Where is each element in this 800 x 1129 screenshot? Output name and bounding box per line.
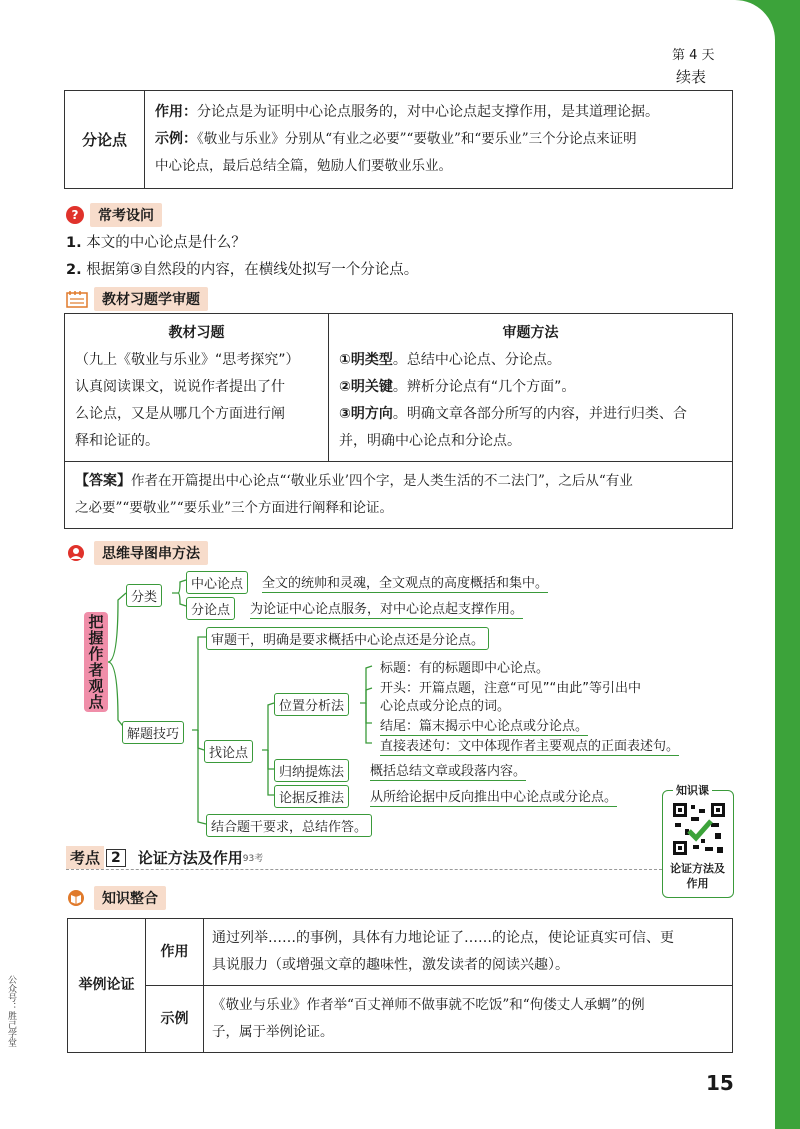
- node-position-analysis: 位置分析法: [274, 693, 349, 716]
- section-questions-header: [66, 203, 162, 227]
- method-3-cont: 并，明确中心论点和分论点。: [339, 433, 521, 449]
- q1-text: 本文的中心论点是什么？: [86, 235, 246, 251]
- answer-label: 【答案】: [75, 473, 131, 489]
- node-find-argument: 找论点: [204, 740, 253, 763]
- section-textbook-title: 教材习题学审题: [94, 287, 208, 311]
- position-title: 标题：有的标题即中心论点。: [380, 661, 550, 676]
- method-2-key: ②明关键: [339, 379, 393, 395]
- method-name: 举例论证: [68, 919, 146, 1053]
- method-1-key: ①明类型: [339, 352, 393, 368]
- section-mindmap-title: 思维导图串方法: [94, 541, 208, 565]
- role-content: [204, 919, 733, 986]
- q2-num: 2.: [66, 262, 82, 278]
- node-combine: 结合题干要求，总结作答。: [206, 814, 372, 837]
- textbook-exercise-cell: [65, 314, 329, 462]
- exam-point-label: 考点: [66, 846, 104, 869]
- qr-card[interactable]: [662, 784, 734, 898]
- sub-argument-desc: 为论证中心论点服务，对中心论点起支撑作用。: [250, 598, 523, 619]
- example-label: 示例：: [155, 131, 197, 147]
- example-text-2: 中心论点，最后总结全篇，勉励人们要敬业乐业。: [155, 158, 452, 174]
- example-line2: 子，属于举例论证。: [212, 1024, 334, 1040]
- position-direct: 直接表述句：文中体现作者主要观点的正面表述句。: [380, 735, 679, 756]
- mindmap-root: 把握作者观点: [84, 612, 108, 712]
- page-number: 15: [706, 1071, 734, 1095]
- exam-point-divider: [66, 869, 662, 870]
- question-1: [66, 231, 246, 252]
- exam-point-title: 论证方法及作用: [137, 849, 243, 867]
- position-opening: 开头：开篇点题，注意“可见”“由此”等引出中: [380, 681, 641, 696]
- question-icon: ?: [66, 206, 84, 224]
- method-1-text: 。总结中心论点、分论点。: [392, 352, 561, 368]
- notebook-icon: [66, 290, 88, 308]
- exam-point-sup: 93考: [242, 854, 264, 864]
- central-argument-desc: 全文的统帅和灵魂，全文观点的高度概括和集中。: [262, 572, 548, 593]
- q1-num: 1.: [66, 235, 82, 251]
- qr-top-label: 知识课: [673, 782, 712, 798]
- role-label: 作用：: [155, 104, 197, 120]
- side-watermark: 公众号：胜己学堂: [6, 975, 16, 1047]
- sub-argument-label: 分论点: [65, 91, 145, 189]
- method-1: [339, 347, 722, 374]
- role-line1: 通过列举……的事例，具体有力地论证了……的论点，使论证真实可信、更: [212, 930, 674, 946]
- node-sub-argument: 分论点: [186, 597, 235, 620]
- example-header: 示例: [146, 986, 204, 1053]
- position-ending: 结尾：篇末揭示中心论点或分论点。: [380, 715, 588, 736]
- answer-cell: [65, 462, 733, 529]
- example-text-1: 《敬业与乐业》分别从“有业之必要”“要敬业”和“要乐业”三个分论点来证明: [197, 131, 637, 147]
- role-header: 作用: [146, 919, 204, 986]
- knowledge-table: [67, 918, 733, 1053]
- role-text: 分论点是为证明中心论点服务的，对中心论点起支撑作用，是其道理论据。: [197, 104, 659, 120]
- sub-argument-table: [64, 90, 733, 189]
- node-solving-skills: 解题技巧: [122, 721, 184, 744]
- q2-text: 根据第③自然段的内容，在横线处拟写一个分论点。: [86, 262, 419, 278]
- example-line1: 《敬业与乐业》作者举“百丈禅师不做事就不吃饭”和“佝偻丈人承蜩”的例: [212, 997, 645, 1013]
- method-3: [339, 401, 722, 428]
- day-label: 第 4 天: [672, 48, 715, 63]
- node-reverse: 论据反推法: [274, 785, 349, 808]
- col1-line2: 认真阅读课文，说说作者提出了什: [75, 379, 285, 395]
- node-step-read-question: 审题干，明确是要求概括中心论点还是分论点。: [206, 627, 489, 650]
- node-classify: 分类: [126, 584, 162, 607]
- method-2: [339, 374, 722, 401]
- col2-header: 审题方法: [502, 325, 559, 341]
- reverse-desc: 从所给论据中反向推出中心论点或分论点。: [370, 786, 617, 807]
- node-induction: 归纳提炼法: [274, 759, 349, 782]
- continued-label: 续表: [676, 68, 707, 86]
- example-content: [204, 986, 733, 1053]
- col1-line3: 么论点，又是从哪几个方面进行阐: [75, 406, 285, 422]
- section-textbook-header: [66, 287, 208, 311]
- induction-desc: 概括总结文章或段落内容。: [370, 760, 526, 781]
- col1-header: 教材习题: [168, 325, 225, 341]
- section-questions-title: 常考设问: [90, 203, 162, 227]
- node-central-argument: 中心论点: [186, 571, 248, 594]
- col1-line1: （九上《敬业与乐业》“思考探究”）: [75, 352, 300, 368]
- section-knowledge-header: [66, 886, 166, 910]
- position-opening-cont: 心论点或分论点的词。: [380, 699, 511, 714]
- review-method-cell: [329, 314, 733, 462]
- qr-bottom-line2: 作用: [686, 877, 709, 890]
- sub-argument-body: [145, 91, 733, 189]
- textbook-table: [64, 313, 733, 529]
- book-icon: [66, 889, 88, 907]
- section-knowledge-title: 知识整合: [94, 886, 166, 910]
- role-line2: 具说服力（或增强文章的趣味性，激发读者的阅读兴趣）。: [212, 957, 569, 973]
- exam-point-num: 2: [106, 849, 126, 867]
- qr-code-icon: [671, 801, 727, 857]
- exam-point-header: [66, 846, 263, 869]
- qr-bottom-label: [663, 861, 732, 891]
- method-2-text: 。辨析分论点有“几个方面”。: [392, 379, 576, 395]
- qr-bottom-line1: 论证方法及: [670, 862, 725, 875]
- method-3-text: 。明确文章各部分所写的内容，并进行归类、合: [392, 406, 687, 422]
- answer-line2: 之必要”“要敬业”“要乐业”三个方面进行阐释和论证。: [75, 500, 394, 516]
- method-3-key: ③明方向: [339, 406, 393, 422]
- question-2: [66, 258, 418, 279]
- col1-line4: 释和论证的。: [75, 433, 159, 449]
- answer-line1: 作者在开篇提出中心论点“‘敬业乐业’四个字，是人类生活的不二法门”，之后从“有业: [131, 473, 633, 489]
